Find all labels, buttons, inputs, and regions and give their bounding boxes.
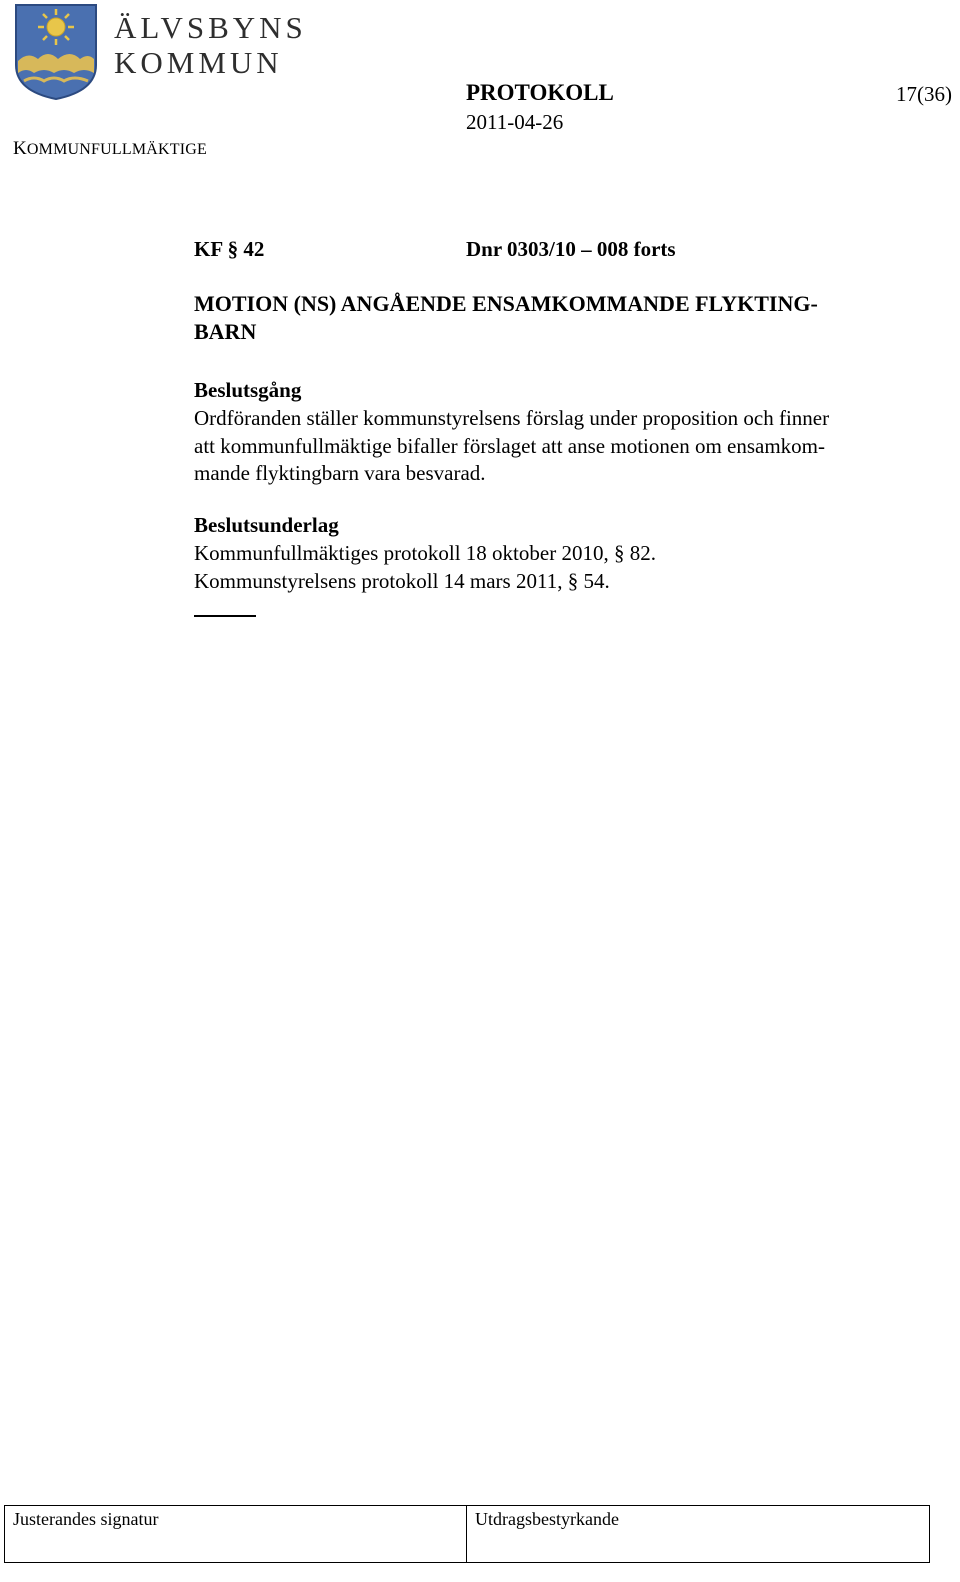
signature-box	[4, 1505, 930, 1563]
beslutsunderlag-text	[194, 540, 914, 595]
municipality-name	[114, 10, 334, 80]
document-type: PROTOKOLL	[466, 80, 614, 105]
case-number: Dnr 0303/10 – 008 forts	[466, 237, 676, 261]
section-end-rule	[194, 615, 256, 617]
section-title-line-2: BARN	[194, 319, 257, 344]
section-title-line-1: MOTION (NS) ANGÅENDE ENSAMKOMMANDE FLYKTING-	[194, 291, 818, 316]
page-number: 17(36)	[896, 82, 952, 106]
section-title	[194, 290, 914, 346]
certification-label: Utdragsbestyrkande	[475, 1509, 619, 1529]
section-number: KF § 42	[194, 237, 265, 261]
text-line: Kommunfullmäktiges protokoll 18 oktober 2010, § 82.	[194, 541, 656, 565]
signature-label: Justerandes signatur	[13, 1509, 159, 1529]
department-name	[13, 138, 207, 160]
department-rest: OMMUNFULLMÄKTIGE	[26, 141, 208, 158]
beslutsunderlag-heading: Beslutsunderlag	[194, 513, 339, 537]
certification-cell[interactable]	[467, 1506, 929, 1562]
text-line: Ordföranden ställer kommunstyrelsens förslag under proposition och finner	[194, 406, 830, 430]
document-date: 2011-04-26	[466, 110, 564, 134]
department-initial: K	[13, 138, 27, 159]
municipality-line-2: KOMMUN	[114, 45, 283, 80]
beslutsgang-heading: Beslutsgång	[194, 378, 302, 402]
coat-of-arms-icon	[14, 3, 98, 101]
beslutsgang-text	[194, 405, 914, 488]
municipality-line-1: ÄLVSBYNS	[114, 10, 307, 45]
text-line: mande flyktingbarn vara besvarad.	[194, 461, 486, 485]
text-line: att kommunfullmäktige bifaller förslaget att anse motionen om ensamkom-	[194, 433, 826, 458]
text-line: Kommunstyrelsens protokoll 14 mars 2011, § 54.	[194, 568, 610, 593]
signature-cell[interactable]	[5, 1506, 467, 1562]
